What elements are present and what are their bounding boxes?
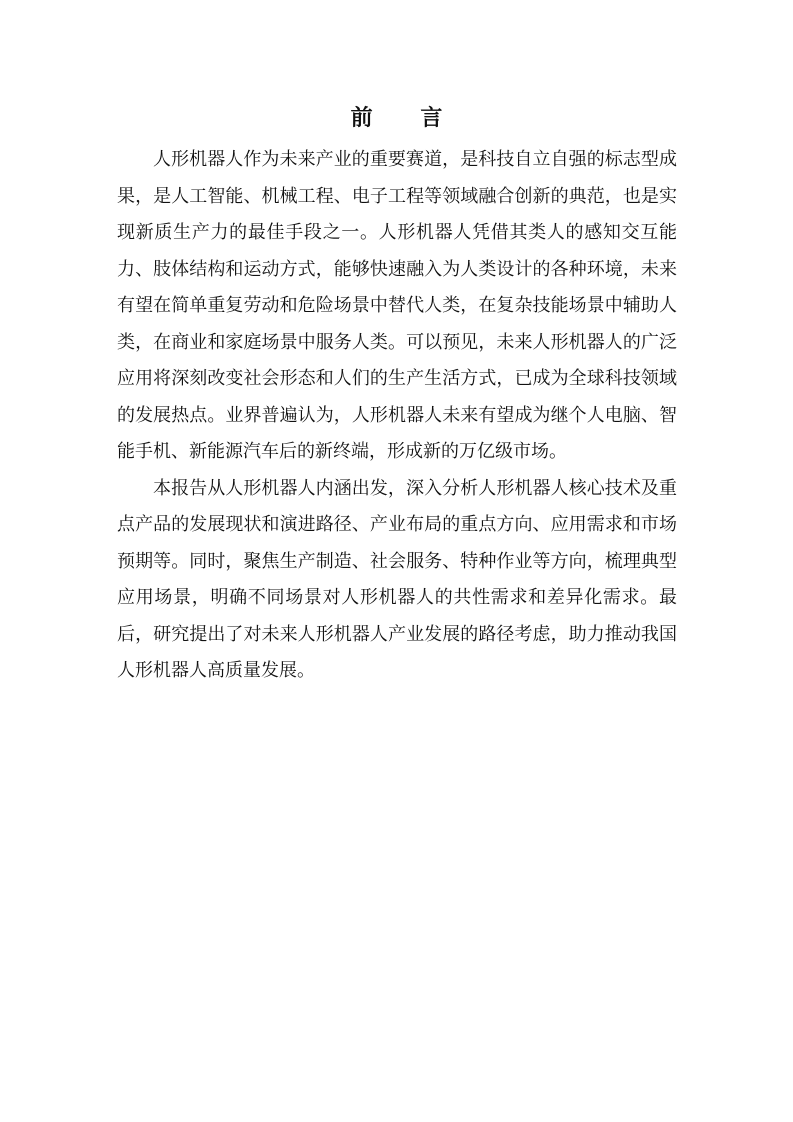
paragraph-2: 本报告从人形机器人内涵出发，深入分析人形机器人核心技术及重点产品的发展现状和演进路径、产业布局的重点方向、应用需求和市场预期等。同时，聚焦生产制造、社会服务、特种作业等方向，梳理典型应用场景，明确不同场景对人形机器人的共性需求和差异化需求。最后，研究提出了对未来人形机器人产业发展的路径考虑，助力推动我国人形机器人高质量发展。 [117,477,677,681]
paragraph-1: 人形机器人作为未来产业的重要赛道，是科技自立自强的标志型成果，是人工智能、机械工程、电子工程等领域融合创新的典范，也是实现新质生产力的最佳手段之一。人形机器人凭借其类人的感知交互能力、肢体结构和运动方式，能够快速融入为人类设计的各种环境，未来有望在简单重复劳动和危险场景中替代人类，在复杂技能场景中辅助人类，在商业和家庭场景中服务人类。可以预见，未来人形机器人的广泛应用将深刻改变社会形态和人们的生产生活方式，已成为全球科技领域的发展热点。业界普遍认为，人形机器人未来有望成为继个人电脑、智能手机、新能源汽车后的新终端，形成新的万亿级市场。 [117,149,677,462]
document-body [117,142,677,690]
page-title: 前 言 [350,105,463,131]
